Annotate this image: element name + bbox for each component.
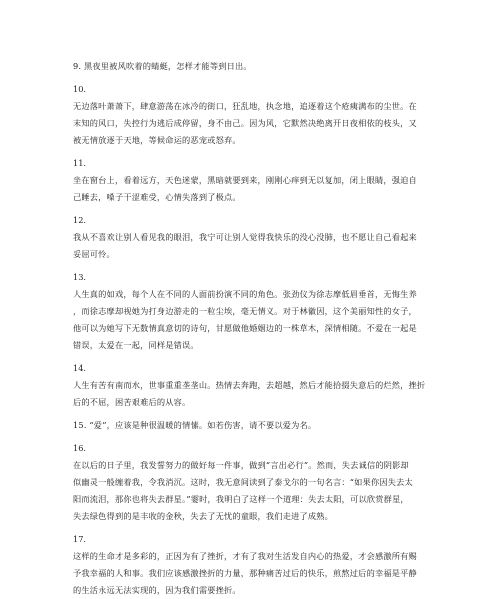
text-line: 人生真的如戏，每个人在不同的人面前扮演不同的角色。张劲仪为徐志摩低眉垂首，无悔生养 (73, 289, 417, 299)
text-line: 予我幸福的人和事。我们应该感激挫折的力量，那种痛苦过后的快乐，煎熬过后的幸福是平静 (73, 568, 417, 578)
text-line: 末知的风口，失控行为逃后成停留，身不由己。因为风，它默然决绝离开日夜相依的枝头，又 (73, 118, 417, 128)
text-line: 我从不喜欢让别人看见我的眼泪，我宁可让别人觉得我快乐的没心没肺，也不愿让自己看起来 (73, 232, 417, 242)
text-line: 15. “爱”，应该是种很温暖的情愫。如若伤害，请不要以爱为名。 (73, 420, 317, 430)
paragraph (73, 417, 443, 434)
text-line: 后的不屈，困苦艰难后的从容。 (73, 397, 191, 407)
paragraph-number: 12. (73, 215, 87, 225)
text-line: 他可以为她写下无数情真意切的诗句，甘愿做他婚姻边的一株草木，深情相随。不爱在一起是 (73, 323, 417, 333)
text-line: 人生有苦有南而水，世事重重垄垄山。热情去奔跑，去超越，然后才能拾掇失意后的烂然，挫折 (73, 380, 426, 390)
text-line: 9. 黑夜里被风吹着的蜻蜓，怎样才能等到日出。 (73, 61, 252, 71)
text-line: 妥屈可怜。 (73, 249, 115, 259)
text-line: 的生活永远无法实现的，因为我们需要挫折。 (73, 585, 241, 595)
paragraph (73, 360, 443, 411)
text-line: ，而徐志摩却视她为打身边游走的一粒尘埃，毫无情义。对于林徽因，这个美丽知性的女子， (73, 306, 417, 316)
paragraph-number: 14. (73, 363, 87, 373)
paragraph-number: 13. (73, 272, 87, 282)
paragraph-number: 17. (73, 534, 87, 544)
text-line: 己睡去，嗓子干涩难受，心情失落到了极点。 (73, 192, 241, 202)
paragraph (73, 531, 443, 599)
text-line: 在以后的日子里，我发誓努力的做好每一件事，做到“言出必行”。然而，失去诚信的阴影却 (73, 460, 409, 470)
paragraph-number: 16. (73, 443, 87, 453)
document-body (73, 58, 443, 599)
text-line: 错误，太爱在一起，同样是错误。 (73, 340, 199, 350)
paragraph (73, 155, 443, 206)
paragraph-number: 10. (73, 84, 87, 94)
text-line: 阳而流泪，那你也将失去群星。”霎时，我明白了这样一个道理：失去太阳，可以欣赏群星， (73, 494, 409, 504)
paragraph (73, 269, 443, 354)
text-line: 坐在窗台上，看着远方，天色迷蒙，黑暗就要到来，刚刚心痒到无以复加，闭上眼睛，强迫自 (73, 175, 417, 185)
text-line: 无边落叶萧萧下，肆意游荡在冰冷的街口，狂乱地，执念地，追逐着这个疮痍满布的尘世。在 (73, 101, 417, 111)
paragraph-number: 11. (73, 158, 87, 168)
paragraph (73, 440, 443, 525)
text-line: 似幽灵一般缠着我，令我消沉。这时，我无意间读到了泰戈尔的一句名言：“如果你因失去太 (73, 477, 413, 487)
text-line: 这样的生命才是多彩的，正因为有了挫折，才有了我对生活发自内心的热爱，才会感激所有赐 (73, 551, 417, 561)
paragraph (73, 58, 443, 75)
paragraph (73, 212, 443, 263)
text-line: 被无情放逐于天地，等候命运的恶宠或怒弃。 (73, 135, 241, 145)
paragraph (73, 81, 443, 149)
text-line: 失去绿色得到的是丰收的金秋，失去了无忧的童眼，我们走进了成熟。 (73, 511, 334, 521)
